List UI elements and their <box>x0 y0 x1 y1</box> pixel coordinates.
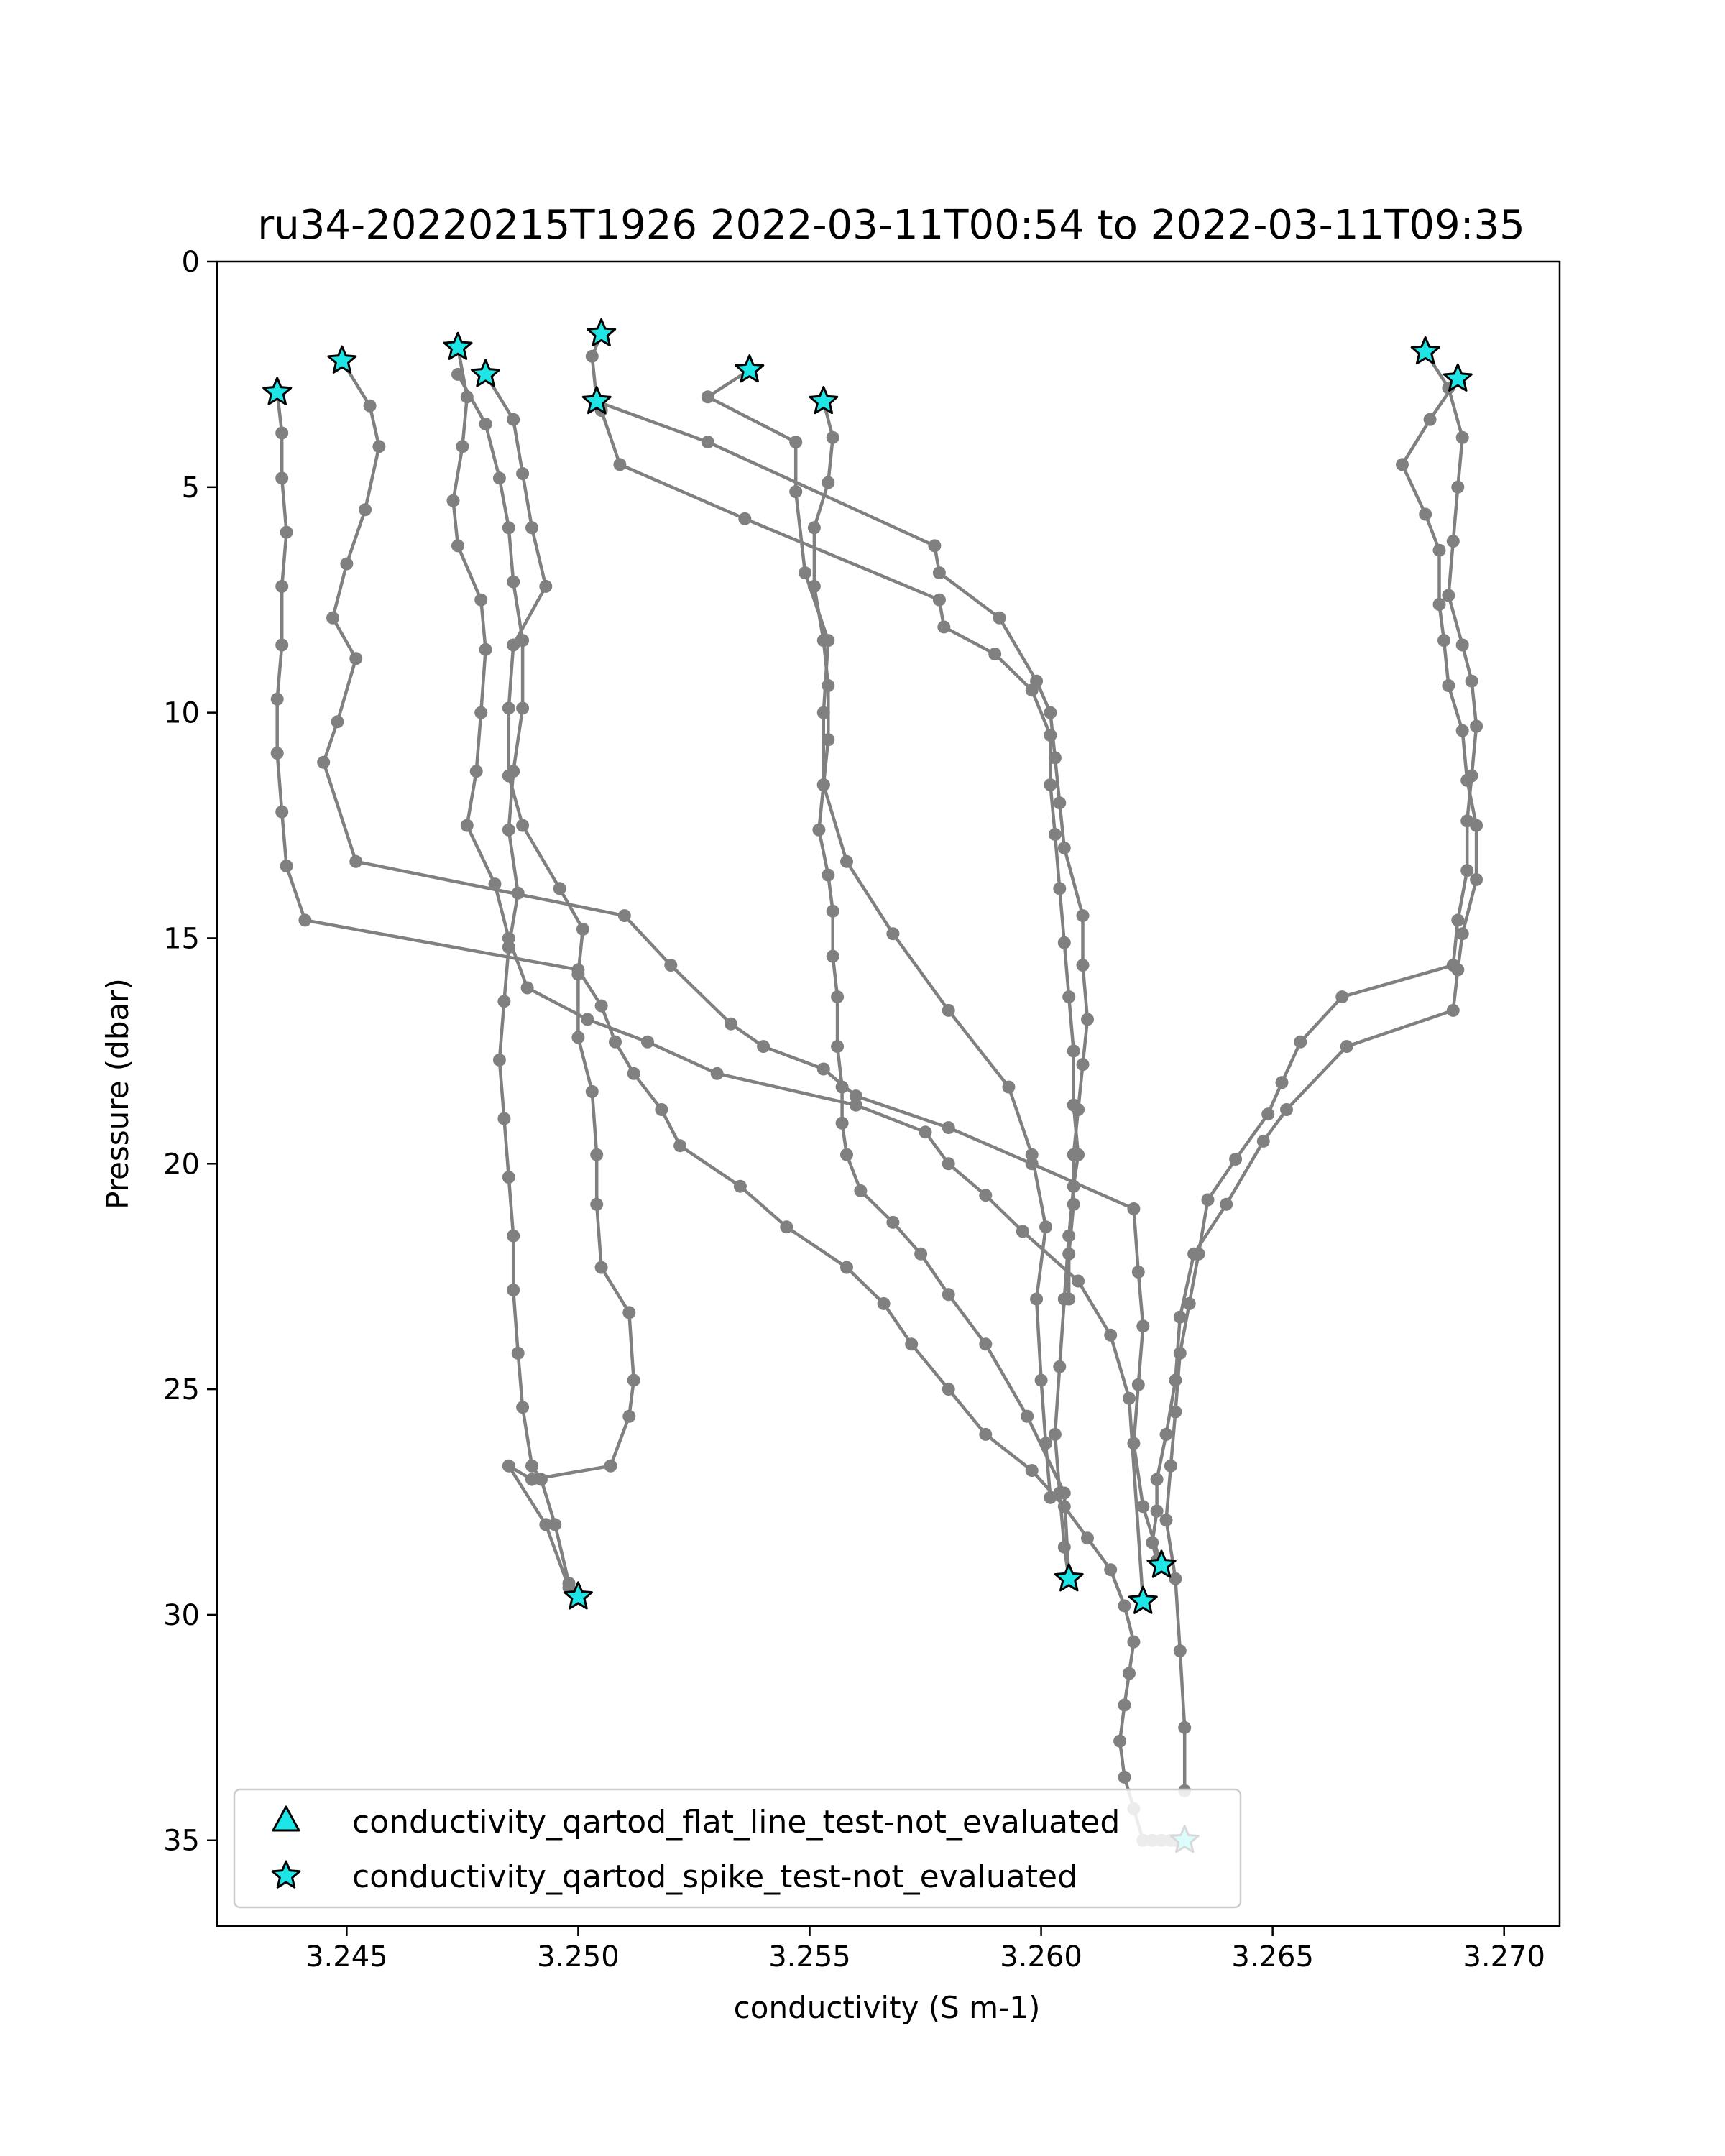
data-point <box>1053 882 1066 895</box>
data-point <box>1072 1103 1085 1116</box>
data-point <box>1460 774 1473 787</box>
data-point <box>738 512 751 525</box>
data-point <box>618 909 631 922</box>
data-point <box>673 1139 686 1152</box>
data-point <box>1062 1248 1075 1261</box>
x-tick-label: 3.245 <box>305 1940 388 1973</box>
data-point <box>275 471 288 484</box>
data-point <box>1016 1225 1029 1238</box>
y-tick-label: 15 <box>163 922 200 956</box>
data-point <box>979 1428 992 1441</box>
data-point <box>1470 873 1483 886</box>
data-point <box>1127 1636 1140 1649</box>
data-point <box>933 566 946 579</box>
data-point <box>1340 1040 1353 1053</box>
data-point <box>979 1189 992 1202</box>
data-point <box>502 1171 515 1184</box>
data-point <box>280 526 293 539</box>
data-point <box>507 413 520 426</box>
data-point <box>1104 1329 1117 1342</box>
data-point <box>1456 724 1469 737</box>
data-point <box>553 882 566 895</box>
y-tick-label: 30 <box>163 1598 200 1632</box>
data-point <box>1451 963 1464 976</box>
data-point <box>664 959 677 972</box>
data-point <box>493 471 506 484</box>
data-point <box>613 458 626 471</box>
data-point <box>928 539 941 552</box>
data-point <box>1077 1058 1090 1071</box>
data-point <box>1123 1392 1136 1405</box>
data-point <box>827 905 840 918</box>
data-point <box>349 855 362 868</box>
data-point <box>942 1383 955 1396</box>
data-point <box>1151 1473 1164 1486</box>
data-point <box>1021 1410 1034 1423</box>
data-point <box>451 368 464 381</box>
data-point <box>1187 1248 1200 1261</box>
y-tick-label: 0 <box>181 246 200 279</box>
data-point <box>516 819 529 832</box>
y-tick-label: 25 <box>163 1373 200 1407</box>
data-point <box>993 612 1006 625</box>
data-point <box>1049 751 1062 764</box>
data-point <box>840 855 853 868</box>
data-point <box>1132 1266 1145 1279</box>
data-point <box>456 440 469 453</box>
data-point <box>586 350 599 363</box>
data-point <box>854 1184 867 1197</box>
data-point <box>1396 458 1409 471</box>
data-point <box>1229 1153 1242 1166</box>
data-point <box>1424 413 1437 426</box>
data-point <box>724 1018 737 1031</box>
data-point <box>1220 1198 1233 1211</box>
data-point <box>372 440 385 453</box>
data-point <box>470 765 483 778</box>
x-axis-label: conductivity (S m-1) <box>733 1990 1041 2025</box>
data-point <box>1030 675 1043 688</box>
data-point <box>942 1157 955 1170</box>
data-point <box>576 923 589 936</box>
data-point <box>1067 1148 1080 1161</box>
data-point <box>702 390 714 403</box>
data-point <box>1451 913 1464 926</box>
data-point <box>1049 828 1062 841</box>
y-tick-label: 10 <box>163 696 200 730</box>
y-tick-label: 35 <box>163 1824 200 1858</box>
data-point <box>827 431 840 444</box>
data-point <box>1118 1599 1131 1612</box>
data-point <box>840 1148 853 1161</box>
data-point <box>502 521 515 534</box>
data-point <box>836 1117 849 1130</box>
data-point <box>1118 1699 1131 1712</box>
data-point <box>275 580 288 593</box>
data-point <box>479 643 492 656</box>
data-point <box>507 1230 520 1243</box>
data-point <box>1062 990 1075 1003</box>
data-point <box>326 612 339 625</box>
data-point <box>886 927 899 940</box>
data-point <box>525 1473 538 1486</box>
data-point <box>539 580 552 593</box>
data-point <box>489 877 502 890</box>
data-point <box>280 860 293 872</box>
data-point <box>1044 778 1057 791</box>
data-point <box>789 436 802 448</box>
data-point <box>919 1125 932 1138</box>
data-point <box>937 620 950 633</box>
data-point <box>1067 1198 1080 1211</box>
data-point <box>571 1031 584 1044</box>
data-point <box>734 1180 747 1193</box>
data-point <box>627 1374 640 1387</box>
data-point <box>1072 1275 1085 1288</box>
data-point <box>1062 1293 1075 1306</box>
y-tick-label: 20 <box>163 1148 200 1181</box>
data-point <box>808 580 821 593</box>
data-point <box>1146 1537 1159 1549</box>
legend-label: conductivity_qartod_spike_test-not_evaluated <box>352 1858 1078 1895</box>
data-point <box>1132 1378 1145 1391</box>
y-axis-label: Pressure (dbar) <box>100 978 135 1210</box>
data-point <box>447 494 460 507</box>
data-point <box>831 990 844 1003</box>
data-point <box>1280 1103 1293 1116</box>
data-point <box>586 1085 599 1098</box>
data-point <box>493 1054 506 1067</box>
legend <box>234 1789 1241 1907</box>
data-point <box>479 418 492 430</box>
data-point <box>275 639 288 652</box>
data-point <box>340 558 353 571</box>
data-point <box>1030 1293 1043 1306</box>
data-point <box>979 1337 992 1350</box>
data-point <box>1442 589 1455 602</box>
data-point <box>525 1460 538 1473</box>
data-point <box>1447 1004 1460 1017</box>
data-point <box>622 1410 635 1423</box>
data-point <box>502 770 515 783</box>
data-point <box>1049 1428 1062 1441</box>
data-point <box>604 1460 617 1473</box>
data-point <box>1433 544 1446 557</box>
x-tick-label: 3.270 <box>1463 1940 1545 1973</box>
data-point <box>502 941 515 954</box>
data-point <box>831 1040 844 1053</box>
data-point <box>933 594 946 607</box>
data-point <box>1058 1487 1071 1500</box>
data-point <box>641 1036 654 1049</box>
data-point <box>1104 1563 1117 1576</box>
data-point <box>474 594 487 607</box>
data-point <box>1003 1081 1016 1094</box>
data-point <box>502 701 515 714</box>
data-point <box>988 648 1001 660</box>
data-point <box>521 982 534 995</box>
data-point <box>886 1216 899 1229</box>
data-point <box>1035 1374 1048 1387</box>
data-point <box>905 1337 918 1350</box>
data-point <box>1447 535 1460 548</box>
data-point <box>502 1460 515 1473</box>
chart-title: ru34-20220215T1926 2022-03-11T00:54 to 2022-03-11T09:35 <box>257 202 1525 249</box>
data-point <box>1077 909 1090 922</box>
data-point <box>1077 959 1090 972</box>
data-point <box>461 819 474 832</box>
data-point <box>1081 1531 1094 1544</box>
data-point <box>1442 679 1455 692</box>
data-point <box>702 436 714 448</box>
data-point <box>822 869 834 882</box>
data-point <box>1451 481 1464 494</box>
data-point <box>1174 1644 1187 1657</box>
data-point <box>1123 1667 1136 1680</box>
data-point <box>512 887 525 900</box>
data-point <box>1136 1500 1149 1513</box>
data-point <box>1466 675 1478 688</box>
data-point <box>1169 1572 1182 1585</box>
data-point <box>627 1067 640 1080</box>
data-point <box>1456 639 1469 652</box>
data-point <box>1118 1771 1131 1784</box>
data-point <box>711 1067 724 1080</box>
data-point <box>836 1081 849 1094</box>
data-point <box>1419 508 1432 521</box>
data-point <box>502 824 515 837</box>
data-point <box>757 1040 770 1053</box>
data-point <box>808 521 821 534</box>
x-tick-label: 3.250 <box>537 1940 620 1973</box>
data-point <box>1044 1491 1057 1504</box>
data-point <box>595 1261 608 1274</box>
data-point <box>1058 936 1071 949</box>
data-point <box>799 566 811 579</box>
data-point <box>942 1288 955 1301</box>
data-point <box>581 1013 594 1026</box>
data-point <box>1470 720 1483 733</box>
data-point <box>817 778 830 791</box>
data-point <box>827 950 840 963</box>
data-point <box>1294 1036 1307 1049</box>
data-point <box>497 995 510 1008</box>
data-point <box>331 715 344 728</box>
data-point <box>1164 1460 1177 1473</box>
data-point <box>474 706 487 719</box>
data-point <box>789 485 802 498</box>
data-point <box>525 521 538 534</box>
data-point <box>512 1347 525 1360</box>
data-point <box>817 1063 830 1076</box>
data-point <box>317 756 330 769</box>
data-point <box>451 539 464 552</box>
data-point <box>1433 598 1446 611</box>
legend-label: conductivity_qartod_flat_line_test-not_evaluated <box>352 1804 1121 1841</box>
data-point <box>1460 864 1473 877</box>
data-point <box>271 747 284 760</box>
data-point <box>1136 1319 1149 1332</box>
data-point <box>1039 1220 1052 1233</box>
x-tick-label: 3.255 <box>768 1940 851 1973</box>
data-point <box>822 476 834 489</box>
data-point <box>1257 1135 1270 1148</box>
data-point <box>822 679 834 692</box>
data-point <box>1026 1464 1039 1477</box>
data-point <box>1456 927 1469 940</box>
data-point <box>571 968 584 981</box>
data-point <box>878 1297 891 1310</box>
data-point <box>1053 796 1066 809</box>
data-point <box>516 701 529 714</box>
data-point <box>1127 1202 1140 1215</box>
data-point <box>1178 1721 1191 1734</box>
data-point <box>655 1103 668 1116</box>
data-point <box>507 576 520 589</box>
data-point <box>1261 1107 1274 1120</box>
data-point <box>812 824 825 837</box>
data-point <box>840 1261 853 1274</box>
x-tick-label: 3.260 <box>1000 1940 1082 1973</box>
data-point <box>271 693 284 706</box>
data-point <box>1026 1148 1039 1161</box>
data-point <box>780 1220 793 1233</box>
data-point <box>590 1198 603 1211</box>
data-point <box>817 634 830 647</box>
data-point <box>516 467 529 480</box>
data-point <box>1438 634 1450 647</box>
x-tick-label: 3.265 <box>1231 1940 1314 1973</box>
data-point <box>507 1284 520 1296</box>
data-point <box>1470 819 1483 832</box>
data-point <box>942 1121 955 1134</box>
data-point <box>1151 1505 1164 1518</box>
data-point <box>1202 1194 1215 1207</box>
y-tick-label: 5 <box>181 471 200 505</box>
data-point <box>1067 1044 1080 1057</box>
data-point <box>1160 1514 1173 1526</box>
data-point <box>349 652 362 665</box>
data-point <box>1053 1360 1066 1373</box>
data-point <box>1160 1428 1173 1441</box>
data-point <box>539 1518 552 1531</box>
data-point <box>1174 1311 1187 1324</box>
data-point <box>1276 1076 1289 1089</box>
data-point <box>1058 842 1071 854</box>
data-point <box>850 1099 862 1112</box>
data-point <box>1169 1374 1182 1387</box>
data-point <box>595 1000 608 1013</box>
data-point <box>507 639 520 652</box>
data-point <box>298 913 311 926</box>
data-point <box>1113 1735 1126 1748</box>
data-point <box>622 1306 635 1319</box>
data-point <box>1335 990 1348 1003</box>
data-point <box>1044 706 1057 719</box>
data-point <box>275 427 288 440</box>
data-point <box>914 1248 927 1261</box>
data-point <box>609 1036 622 1049</box>
data-point <box>1456 431 1469 444</box>
data-point <box>942 1004 955 1017</box>
data-point <box>497 1112 510 1125</box>
data-point <box>822 733 834 746</box>
data-point <box>1081 1013 1094 1026</box>
data-point <box>275 806 288 819</box>
data-point <box>364 400 377 413</box>
data-point <box>590 1148 603 1161</box>
data-point <box>516 1401 529 1414</box>
data-point <box>1044 729 1057 742</box>
data-point <box>359 503 372 516</box>
